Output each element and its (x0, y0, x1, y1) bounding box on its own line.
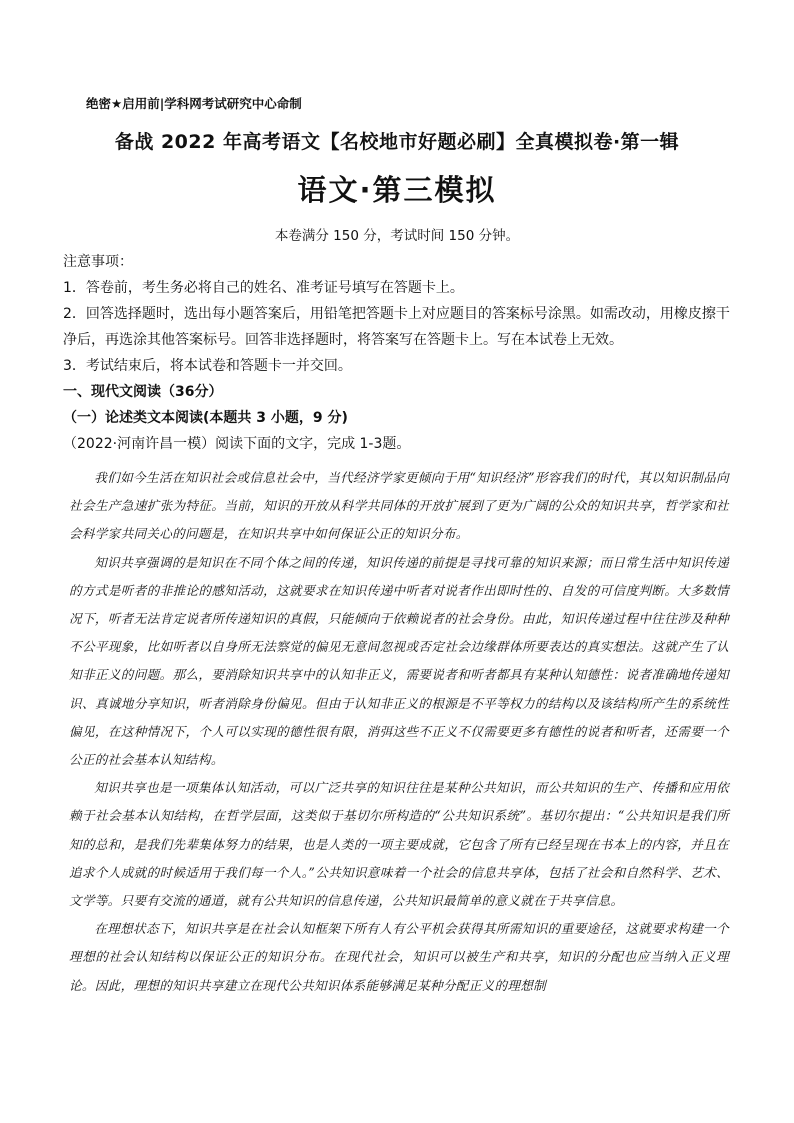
section-title: 一、现代文阅读（36分） (63, 384, 223, 400)
reading-passage (69, 464, 729, 1000)
notice-heading: 注意事项： (63, 254, 133, 270)
page-title: 语文·第三模拟 (297, 173, 497, 207)
section-instruction: （2022·河南许昌一模）阅读下面的文字，完成 1-3题。 (63, 436, 411, 452)
passage-paragraph: 知识共享也是一项集体认知活动，可以广泛共享的知识往往是某种公共知识，而公共知识的生产、传播和应用依赖于社会基本认知结构，在哲学层面，这类似于基切尔所构造的“公共知识系统”。基切尔提出：“公共知识是我们所知的总和，是我们先辈集体努力的结果，也是人类的一项主要成就，它包含了所有已经呈现在书本上的内容，并且在追求个人成就的时候适用于我们每一个人。”公共知识意味着一个社会的信息共享体，包括了社会和自然科学、艺术、文学等。只要有交流的通道，就有公共知识的信息传递，公共知识最简单的意义就在于共享信息。 (69, 780, 729, 909)
notice-item: 3．考试结束后，将本试卷和答题卡一并交回。 (63, 358, 352, 374)
confidential-note: 绝密★启用前|学科网考试研究中心命制 (86, 96, 302, 111)
passage-paragraph: 我们如今生活在知识社会或信息社会中，当代经济学家更倾向于用“知识经济”形容我们的时代，其以知识制品向社会生产急速扩张为特征。当前，知识的开放从科学共同体的开放扩展到了更为广阔的公众的知识共享，哲学家和社会科学家共同关心的问题是，在知识共享中如何保证公正的知识分布。 (69, 470, 729, 542)
exam-info: 本卷满分 150 分，考试时间 150 分钟。 (274, 228, 520, 244)
notice-item: 2．回答选择题时，选出每小题答案后，用铅笔把答题卡上对应题目的答案标号涂黑。如需改动，用橡皮擦干净后，再选涂其他答案标号。回答非选择题时，将答案写在答题卡上。写在本试卷上无效。 (63, 306, 730, 348)
passage-paragraph: 在理想状态下，知识共享是在社会认知框架下所有人有公平机会获得其所需知识的重要途径，这就要求构建一个理想的社会认知结构以保证公正的知识分布。在现代社会，知识可以被生产和共享，知识的分配也应当纳入正义理论。因此，理想的知识共享建立在现代公共知识体系能够满足某种分配正义的理想制 (69, 921, 729, 993)
passage-paragraph: 知识共享强调的是知识在不同个体之间的传递，知识传递的前提是寻找可靠的知识来源；而日常生活中知识传递的方式是听者的非推论的感知活动，这就要求在知识传递中听者对说者作出即时性的、自发的可信度判断。大多数情况下，听者无法肯定说者所传递知识的真假，只能倾向于依赖说者的社会身份。由此，知识传递过程中往往涉及种种不公平现象，比如听者以自身所无法察觉的偏见无意间忽视或否定社会边缘群体所要表达的真实想法。这就产生了认知非正义的问题。那么，要消除知识共享中的认知非正义，需要说者和听者都具有某种认知德性：说者准确地传递知识、真诚地分享知识，听者消除身份偏见。但由于认知非正义的根源是不平等权力的结构以及该结构所产生的系统性偏见，在这种情况下，个人可以实现的德性很有限，消弭这些不正义不仅需要更多有德性的说者和听者，还需要一个公正的社会基本认知结构。 (69, 554, 729, 768)
series-title: 备战 2022 年高考语文【名校地市好题必刷】全真模拟卷·第一辑 (114, 131, 680, 153)
section-subtitle: （一）论述类文本阅读(本题共 3 小题，9 分) (63, 410, 348, 426)
notice-item: 1．答卷前，考生务必将自己的姓名、准考证号填写在答题卡上。 (63, 280, 464, 296)
notice-block (63, 249, 731, 457)
